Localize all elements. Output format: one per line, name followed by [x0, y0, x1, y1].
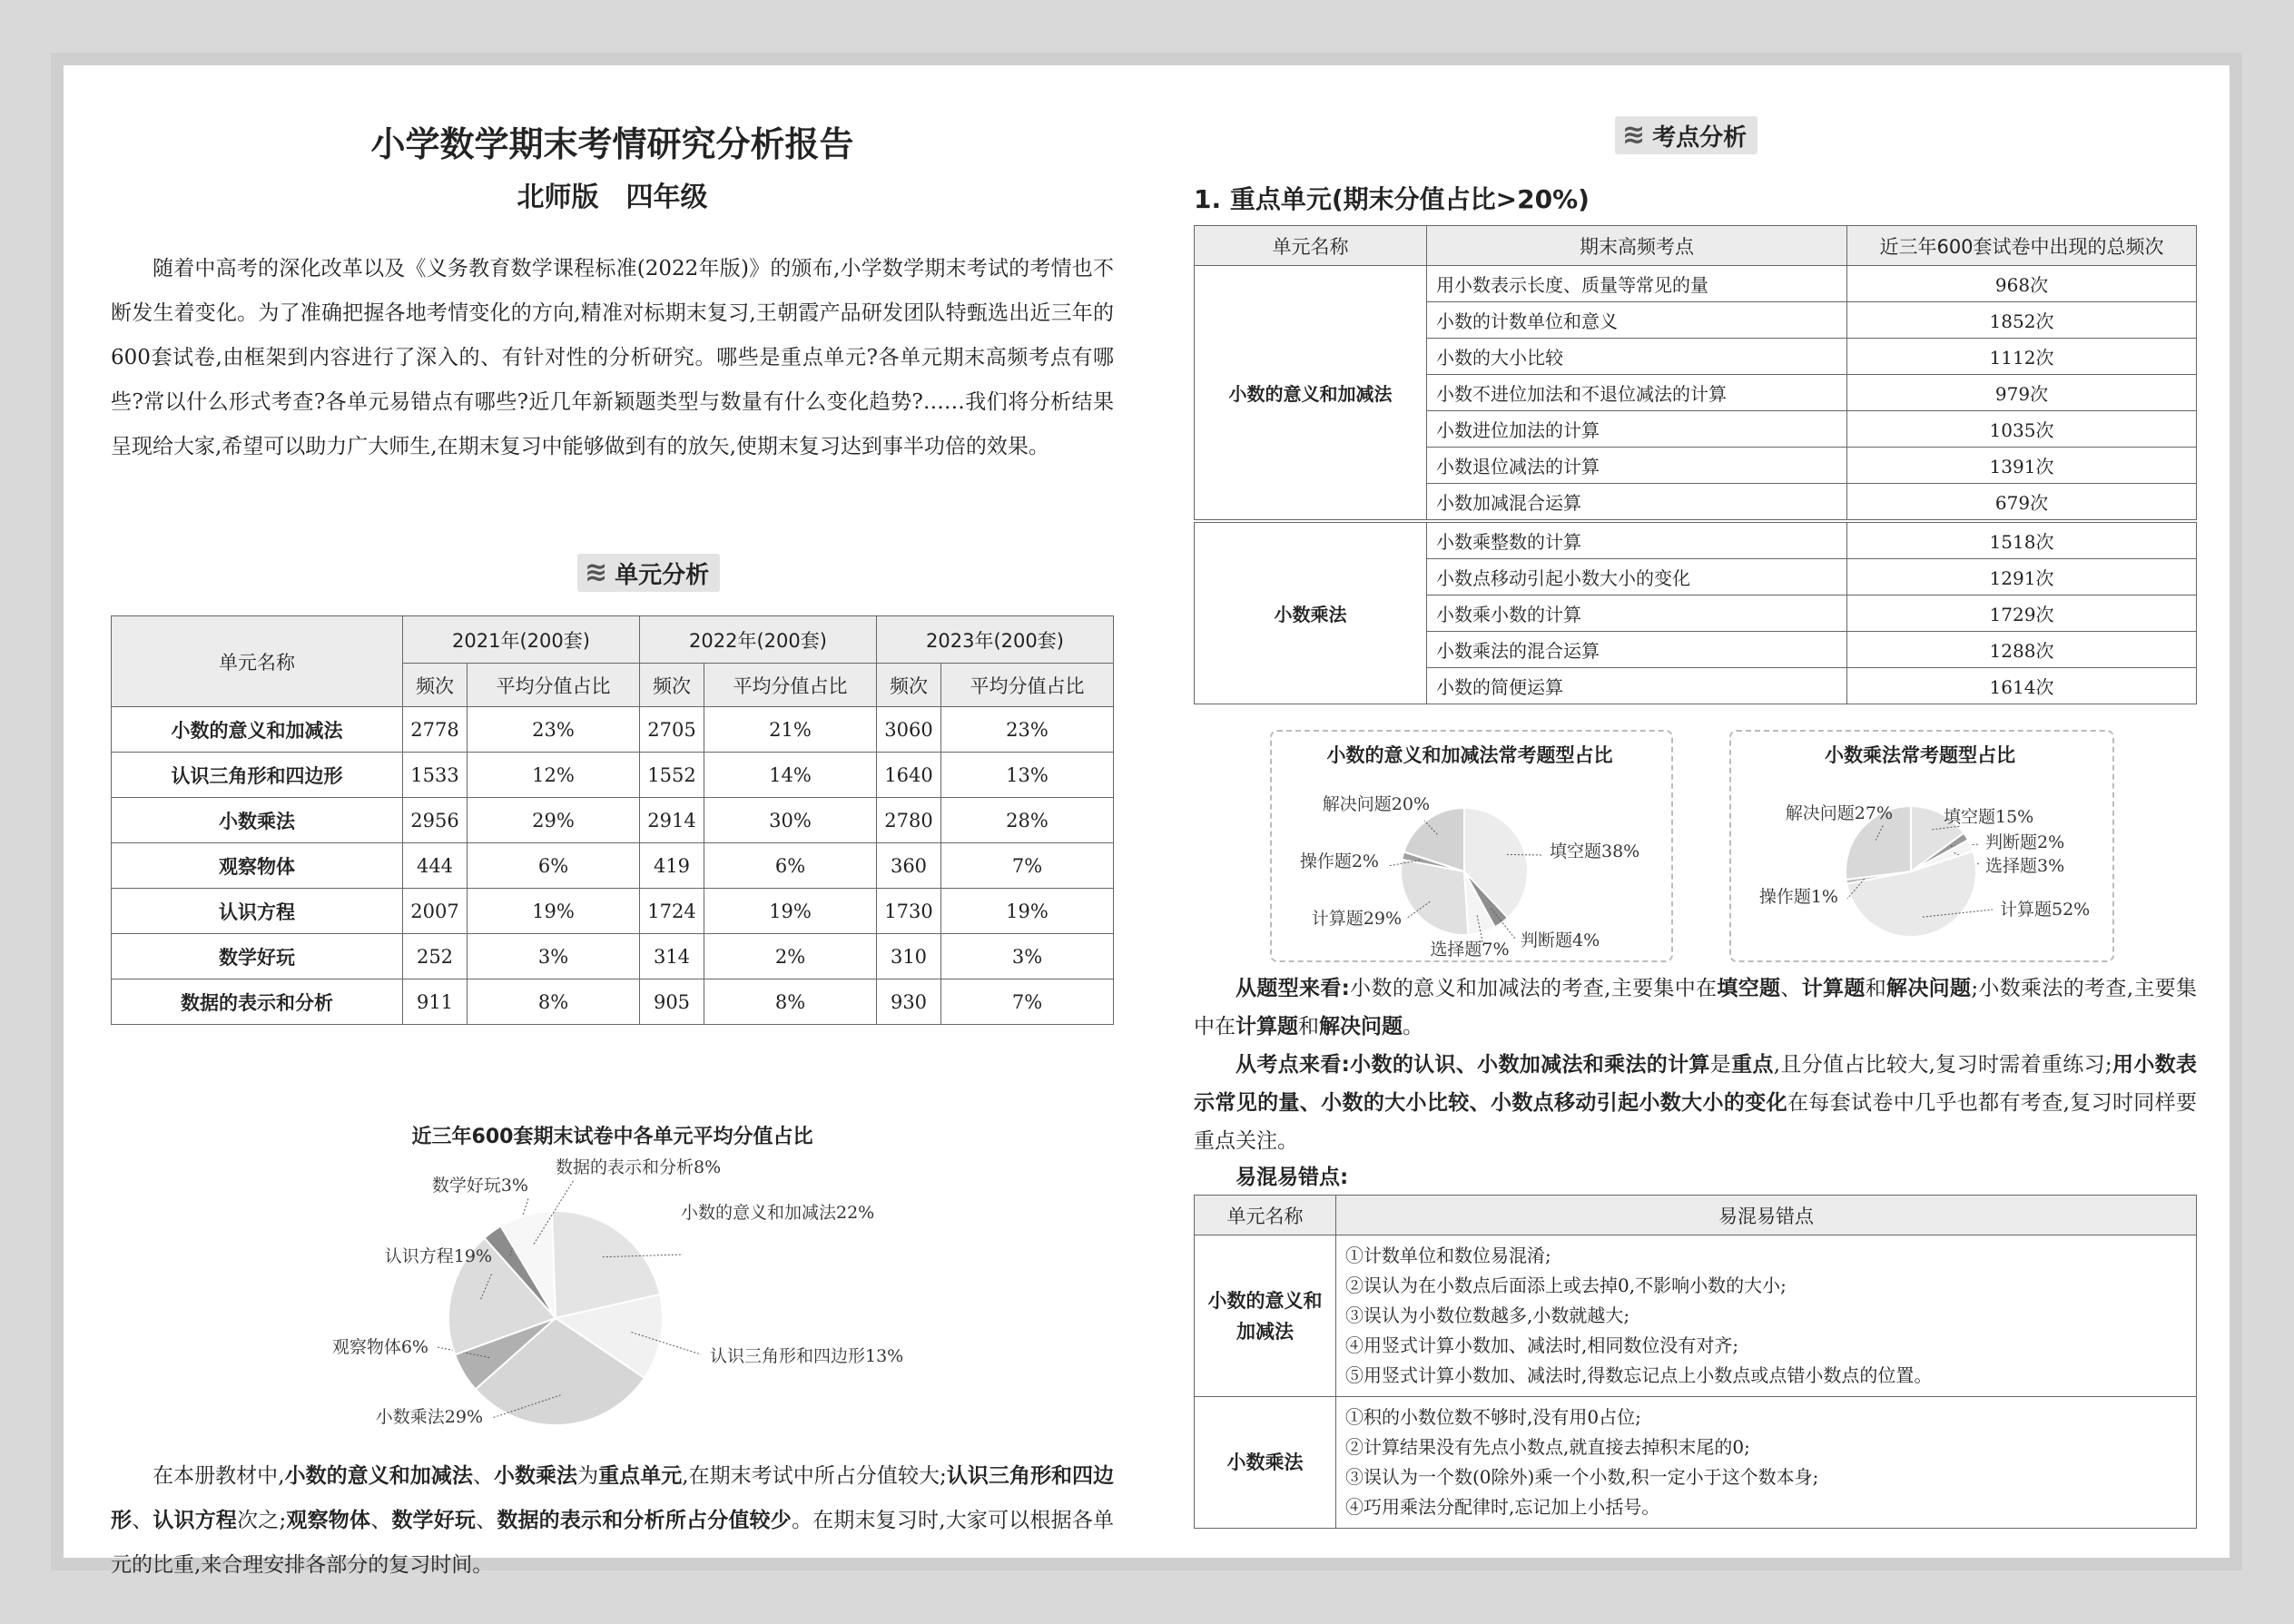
mis-unit-cell: 小数乘法	[1195, 1397, 1336, 1529]
table-row	[112, 753, 1114, 798]
text-run-bold: 解决问题	[1319, 1015, 1403, 1038]
unit-value-cell: 13%	[941, 753, 1114, 798]
unit-value-cell: 314	[640, 934, 704, 979]
mistakes-table	[1194, 1195, 2197, 1529]
kp-freq-cell: 1288次	[1847, 632, 2197, 668]
text-run: 。	[1403, 1015, 1423, 1038]
unit-value-cell: 310	[877, 934, 941, 979]
pie-mult-chart	[1729, 764, 2111, 957]
point-analysis-title: 考点分析	[1652, 123, 1748, 152]
text-run: 次之;	[237, 1509, 287, 1532]
unit-table-subheader: 平均分值占比	[468, 664, 640, 707]
text-run: 是	[1709, 1053, 1732, 1077]
text-run: 在每套试卷中几乎也都有考查,复习时同样要重点关注。	[1194, 1091, 2198, 1153]
unit-value-cell: 2%	[704, 934, 877, 979]
report-title: 小学数学期末考情研究分析报告	[370, 124, 854, 164]
unit-value-cell: 21%	[704, 707, 877, 753]
text-run: 在本册教材中,	[153, 1464, 285, 1488]
unit-value-cell: 360	[877, 843, 941, 889]
wave-icon: ≋	[1622, 119, 1646, 151]
mis-list-cell	[1336, 1397, 2197, 1529]
unit-value-cell: 2778	[403, 707, 468, 753]
pie-label: 计算题52%	[2000, 900, 2091, 920]
text-run: ,且分值占比较大,复习时需着重练习;	[1773, 1053, 2112, 1077]
unit-value-cell: 1724	[640, 889, 704, 934]
unit-table-header-year: 2023年(200套)	[877, 616, 1114, 664]
pie-label: 解决问题27%	[1785, 803, 1893, 823]
text-run: ;小数乘法的考查,主要集中在	[1194, 977, 2197, 1038]
unit-table-subheader: 频次	[403, 664, 468, 707]
text-run: 、	[370, 1509, 392, 1532]
unit-value-cell: 2780	[877, 798, 941, 843]
unit-table-subheader: 平均分值占比	[941, 664, 1114, 707]
key-units-heading: 1. 重点单元(期末分值占比>20%)	[1194, 184, 1590, 214]
wave-icon: ≋	[585, 556, 608, 588]
unit-value-cell: 6%	[468, 843, 640, 889]
text-run-bold: 填空题	[1717, 977, 1781, 1000]
conclusion-paragraph	[111, 1454, 1114, 1588]
text-run: 小数的意义和加减法的考查,主要集中在	[1349, 977, 1718, 1000]
table-row	[112, 979, 1114, 1025]
unit-value-cell: 12%	[468, 753, 640, 798]
mistake-heading: 易混易错点:	[1236, 1166, 1349, 1189]
mistake-item: ②误认为在小数点后面添上或去掉0,不影响小数的大小;	[1345, 1275, 1787, 1296]
unit-value-cell: 2007	[403, 889, 468, 934]
unit-value-cell: 3%	[468, 934, 640, 979]
kp-point-cell: 小数点移动引起小数大小的变化	[1427, 559, 1847, 595]
text-run: 、	[476, 1509, 497, 1532]
kp-header: 近三年600套试卷中出现的总频次	[1847, 226, 2197, 266]
unit-value-cell: 7%	[941, 843, 1114, 889]
unit-value-cell: 2956	[403, 798, 468, 843]
text-run: 、	[132, 1509, 153, 1532]
kp-unit-cell: 小数乘法	[1195, 521, 1427, 704]
table-row	[112, 889, 1114, 934]
kp-header: 期末高频考点	[1427, 226, 1847, 266]
pie-label: 数据的表示和分析8%	[556, 1157, 722, 1177]
text-run: 和	[1865, 977, 1887, 1000]
unit-table	[111, 615, 1114, 1025]
pie-label: 选择题3%	[1985, 856, 2065, 876]
kp-freq-cell: 679次	[1847, 484, 2197, 522]
kp-header: 单元名称	[1195, 226, 1427, 266]
unit-value-cell: 1730	[877, 889, 941, 934]
unit-value-cell: 29%	[468, 798, 640, 843]
kp-freq-cell: 1729次	[1847, 595, 2197, 632]
mis-header: 易混易错点	[1336, 1196, 2197, 1235]
text-run-bold: 小数的认识、小数加减法和乘法的计算	[1349, 1053, 1710, 1077]
unit-value-cell: 7%	[941, 979, 1114, 1025]
main-pie-title: 近三年600套期末试卷中各单元平均分值占比	[411, 1126, 813, 1148]
pie-addsub-chart	[1270, 764, 1669, 957]
key-point-paragraph	[1194, 1046, 2197, 1160]
kp-point-cell: 小数进位加法的计算	[1427, 411, 1847, 448]
mistake-item: ①计数单位和数位易混淆;	[1345, 1245, 1551, 1266]
mistake-item: ③误认为小数位数越多,小数就越大;	[1345, 1304, 1630, 1326]
intro-paragraph: 随着中高考的深化改革以及《义务教育数学课程标准(2022年版)》的颁布,小学数学期末考试的考情也不断发生着变化。为了准确把握各地考情变化的方向,精准对标期末复习,王朝霞产品研发团队特甄选出近三年的600套试卷,由框架到内容进行了深入的、有针对性的分析研究。哪些是重点单元?各单元期末高频考点有哪些?常以什么形式考查?各单元易错点有哪些?近几年新颖题类型与数量有什么变化趋势?……我们将分析结果呈现给大家,希望可以助力广大师生,在期末复习中能够做到有的放矢,使期末复习达到事半功倍的效果。	[111, 257, 1114, 458]
unit-name-cell: 小数的意义和加减法	[112, 707, 403, 753]
unit-table-header-unit: 单元名称	[112, 616, 403, 707]
unit-value-cell: 8%	[468, 979, 640, 1025]
table-row	[112, 798, 1114, 843]
kp-point-cell: 小数乘小数的计算	[1427, 595, 1847, 632]
table-row	[1195, 1397, 2197, 1529]
text-run-bold: 重点	[1731, 1053, 1774, 1077]
kp-freq-cell: 1852次	[1847, 302, 2197, 339]
pie-label: 观察物体6%	[331, 1337, 428, 1357]
unit-table-header-year: 2022年(200套)	[640, 616, 877, 664]
text-run-bold: 所占分值较少	[665, 1509, 792, 1532]
unit-value-cell: 23%	[941, 707, 1114, 753]
pie-mult-title: 小数乘法常考题型占比	[1825, 744, 2015, 766]
unit-value-cell: 1552	[640, 753, 704, 798]
unit-table-header-year: 2021年(200套)	[403, 616, 640, 664]
unit-table-subheader: 频次	[877, 664, 941, 707]
kp-point-cell: 小数的简便运算	[1427, 668, 1847, 704]
kp-point-cell: 小数乘整数的计算	[1427, 521, 1847, 559]
unit-value-cell: 1640	[877, 753, 941, 798]
key-points-table	[1194, 225, 2197, 704]
report-page	[51, 53, 2242, 1577]
unit-value-cell: 2914	[640, 798, 704, 843]
main-pie-chart	[111, 1146, 1114, 1445]
mis-list-cell	[1336, 1235, 2197, 1397]
pie-label: 数学好玩3%	[431, 1176, 528, 1196]
unit-value-cell: 444	[403, 843, 468, 889]
unit-value-cell: 28%	[941, 798, 1114, 843]
unit-name-cell: 观察物体	[112, 843, 403, 889]
unit-value-cell: 3060	[877, 707, 941, 753]
pie-label: 填空题38%	[1550, 842, 1640, 861]
kp-freq-cell: 1291次	[1847, 559, 2197, 595]
pie-label: 认识方程19%	[384, 1246, 492, 1266]
text-run-bold: 认识三角形和四边形	[111, 1464, 1115, 1532]
pie-label: 操作题2%	[1299, 851, 1379, 871]
text-run: 、	[1780, 977, 1802, 1000]
unit-value-cell: 905	[640, 979, 704, 1025]
pie-label: 小数乘法29%	[375, 1407, 483, 1427]
unit-value-cell: 252	[403, 934, 468, 979]
pie-label: 判断题2%	[1985, 832, 2065, 852]
text-run-bold: 重点单元	[598, 1464, 683, 1488]
table-row	[1195, 521, 2197, 559]
text-run: 和	[1298, 1015, 1319, 1038]
kp-freq-cell: 979次	[1847, 375, 2197, 411]
table-row	[1195, 266, 2197, 302]
text-run-bold: 小数乘法	[493, 1464, 578, 1488]
unit-value-cell: 30%	[704, 798, 877, 843]
text-run: 。在期末复习时,大家可以根据各单元的比重,来合理安排各部分的复习时间。	[111, 1509, 1115, 1577]
unit-name-cell: 小数乘法	[112, 798, 403, 843]
table-row	[112, 707, 1114, 753]
report-subtitle: 北师版 四年级	[517, 182, 708, 213]
mistake-item: ④用竖式计算小数加、减法时,相同数位没有对齐;	[1345, 1334, 1739, 1356]
unit-name-cell: 数学好玩	[112, 934, 403, 979]
unit-value-cell: 911	[403, 979, 468, 1025]
pie-label: 解决问题20%	[1322, 794, 1430, 814]
kp-point-cell: 小数退位减法的计算	[1427, 448, 1847, 484]
text-run-bold: 数学好玩	[391, 1509, 477, 1532]
kp-point-cell: 小数不进位加法和不退位减法的计算	[1427, 375, 1847, 411]
unit-value-cell: 930	[877, 979, 941, 1025]
unit-table-subheader: 平均分值占比	[704, 664, 877, 707]
unit-value-cell: 6%	[704, 843, 877, 889]
mis-header: 单元名称	[1195, 1196, 1336, 1235]
question-type-paragraph	[1194, 969, 2197, 1046]
point-analysis-tag	[1615, 116, 1757, 154]
unit-name-cell: 数据的表示和分析	[112, 979, 403, 1025]
kp-freq-cell: 1614次	[1847, 668, 2197, 704]
kp-point-cell: 小数的大小比较	[1427, 339, 1847, 375]
text-run-bold: 观察物体	[286, 1509, 371, 1532]
mis-unit-cell: 小数的意义和加减法	[1195, 1235, 1336, 1397]
unit-analysis-tag	[577, 554, 720, 592]
text-run: 为	[577, 1464, 599, 1488]
mistake-item: ①积的小数位数不够时,没有用0占位;	[1345, 1406, 1641, 1428]
unit-value-cell: 23%	[468, 707, 640, 753]
text-run-bold: 解决问题	[1886, 977, 1972, 1000]
unit-table-subheader: 频次	[640, 664, 704, 707]
unit-value-cell: 8%	[704, 979, 877, 1025]
kp-freq-cell: 1112次	[1847, 339, 2197, 375]
text-run-bold: 用小数表示常见的量、小数的大小比较、小数点移动引起小数大小的变化	[1194, 1053, 2197, 1115]
text-run: ,在期末考试中所占分值较大;	[682, 1464, 947, 1488]
table-row	[1195, 1235, 2197, 1397]
text-run-bold: 从题型来看:	[1236, 977, 1350, 1000]
text-run-bold: 计算题	[1801, 977, 1866, 1000]
kp-freq-cell: 1518次	[1847, 521, 2197, 559]
mistake-item: ③误认为一个数(0除外)乘一个小数,积一定小于这个数本身;	[1345, 1466, 1819, 1488]
unit-value-cell: 14%	[704, 753, 877, 798]
unit-value-cell: 419	[640, 843, 704, 889]
text-run: 、	[472, 1464, 494, 1488]
text-run-bold: 小数的意义和加减法	[284, 1464, 473, 1488]
pie-label: 小数的意义和加减法22%	[681, 1203, 875, 1223]
unit-value-cell: 1533	[403, 753, 468, 798]
unit-value-cell: 3%	[941, 934, 1114, 979]
kp-unit-cell: 小数的意义和加减法	[1195, 266, 1427, 522]
text-run-bold: 从考点来看:	[1236, 1053, 1350, 1077]
unit-name-cell: 认识方程	[112, 889, 403, 934]
pie-label: 计算题29%	[1311, 909, 1402, 929]
kp-freq-cell: 1035次	[1847, 411, 2197, 448]
pie-addsub-title: 小数的意义和加减法常考题型占比	[1326, 744, 1613, 766]
pie-label: 填空题15%	[1944, 807, 2034, 827]
kp-point-cell: 小数的计数单位和意义	[1427, 302, 1847, 339]
kp-point-cell: 小数乘法的混合运算	[1427, 632, 1847, 668]
pie-label: 判断题4%	[1521, 930, 1600, 950]
kp-point-cell: 小数加减混合运算	[1427, 484, 1847, 522]
table-row	[112, 934, 1114, 979]
pie-label: 认识三角形和四边形13%	[710, 1346, 904, 1366]
kp-point-cell: 用小数表示长度、质量等常见的量	[1427, 266, 1847, 302]
kp-freq-cell: 968次	[1847, 266, 2197, 302]
unit-value-cell: 19%	[468, 889, 640, 934]
unit-value-cell: 19%	[941, 889, 1114, 934]
text-run-bold: 数据的表示和分析	[497, 1509, 665, 1532]
mistake-item: ⑤用竖式计算小数加、减法时,得数忘记点上小数点或点错小数点的位置。	[1345, 1364, 1933, 1386]
text-run-bold: 认识方程	[153, 1509, 238, 1532]
mistake-item: ②计算结果没有先点小数点,就直接去掉积末尾的0;	[1345, 1436, 1750, 1458]
unit-analysis-title: 单元分析	[615, 561, 710, 589]
mistake-item: ④巧用乘法分配律时,忘记加上小括号。	[1345, 1496, 1660, 1518]
unit-name-cell: 认识三角形和四边形	[112, 753, 403, 798]
pie-label: 操作题1%	[1758, 887, 1838, 907]
table-row	[112, 843, 1114, 889]
pie-label: 选择题7%	[1430, 940, 1510, 957]
unit-value-cell: 2705	[640, 707, 704, 753]
kp-freq-cell: 1391次	[1847, 448, 2197, 484]
unit-value-cell: 19%	[704, 889, 877, 934]
text-run-bold: 计算题	[1236, 1015, 1298, 1038]
